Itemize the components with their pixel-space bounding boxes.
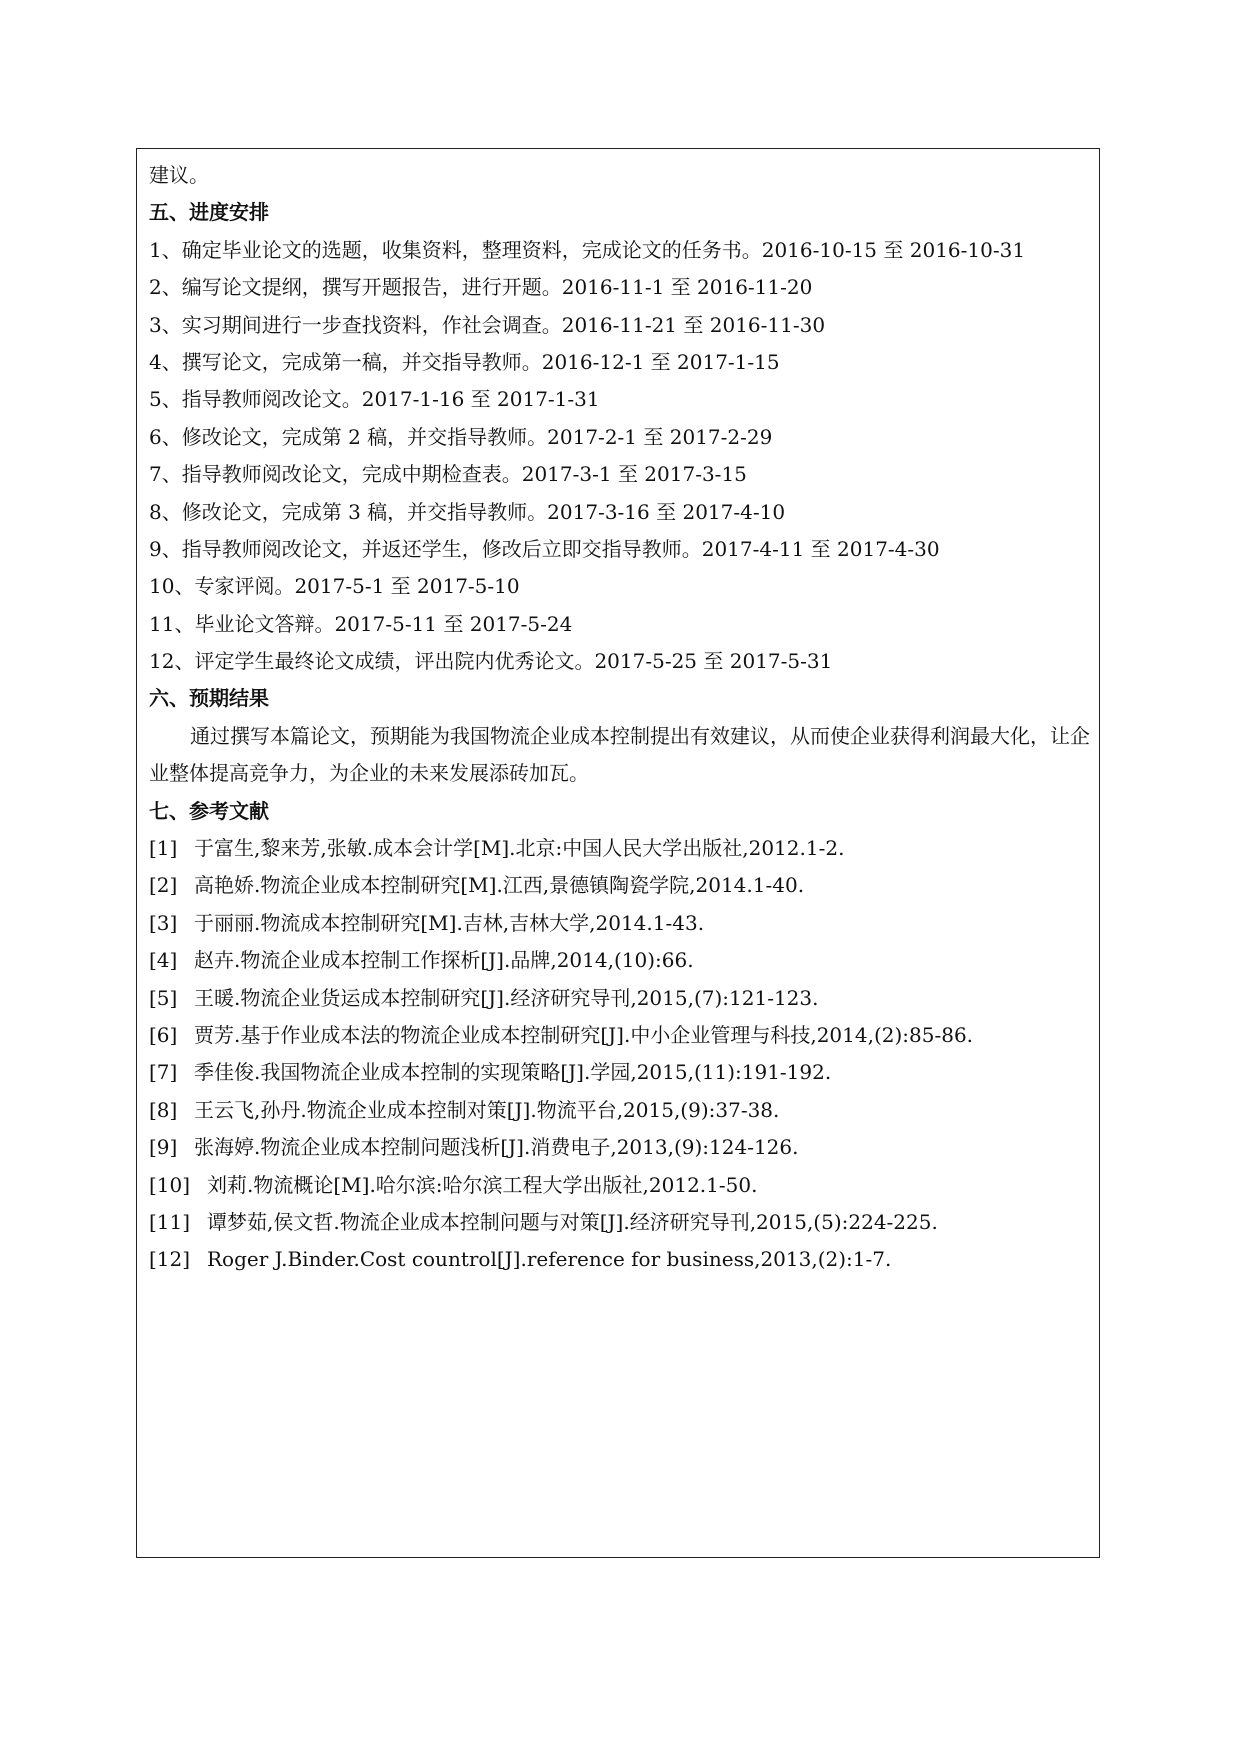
reference-item: [149, 867, 1091, 904]
intro-fragment: 建议。: [149, 163, 209, 187]
reference-text: 王暖.物流企业货运成本控制研究[J].经济研究导刊,2015,(7):121-123.: [194, 985, 819, 1010]
schedule-item: 7、指导教师阅改论文，完成中期检查表。2017-3-1 至 2017-3-15: [149, 462, 747, 487]
reference-item: [149, 942, 1091, 979]
document-frame: [136, 148, 1100, 1558]
reference-number: [10]: [149, 1172, 191, 1197]
references-heading: 七、参考文献: [149, 798, 269, 823]
reference-item: [149, 1054, 1091, 1091]
schedule-heading: 五、进度安排: [149, 200, 269, 225]
schedule-item: 1、确定毕业论文的选题，收集资料，整理资料，完成论文的任务书。2016-10-15 至 2016-10-31: [149, 237, 1026, 262]
reference-number: [9]: [149, 1135, 178, 1160]
schedule-item: 10、专家评阅。2017-5-1 至 2017-5-10: [149, 574, 520, 599]
reference-number: [5]: [149, 985, 178, 1010]
reference-item: [149, 1017, 1091, 1054]
reference-item: [149, 830, 1091, 867]
reference-text: 于丽丽.物流成本控制研究[M].吉林,吉林大学,2014.1-43.: [194, 910, 705, 935]
reference-item: [149, 1204, 1091, 1241]
reference-text: Roger J.Binder.Cost countrol[J].reference for business,2013,(2):1-7.: [207, 1247, 892, 1272]
schedule-list: [149, 232, 1091, 681]
reference-number: [11]: [149, 1209, 191, 1234]
schedule-item: 9、指导教师阅改论文，并返还学生，修改后立即交指导教师。2017-4-11 至 2017-4-30: [149, 536, 940, 561]
reference-number: [6]: [149, 1023, 178, 1048]
schedule-item: 3、实习期间进行一步查找资料，作社会调查。2016-11-21 至 2016-11-30: [149, 312, 826, 337]
reference-text: 王云飞,孙丹.物流企业成本控制对策[J].物流平台,2015,(9):37-38.: [194, 1097, 780, 1122]
schedule-item: 6、修改论文，完成第 2 稿，并交指导教师。2017-2-1 至 2017-2-29: [149, 424, 773, 449]
reference-number: [12]: [149, 1247, 191, 1272]
schedule-item: 11、毕业论文答辩。2017-5-11 至 2017-5-24: [149, 611, 573, 636]
reference-text: 张海婷.物流企业成本控制问题浅析[J].消费电子,2013,(9):124-126.: [194, 1135, 799, 1160]
reference-text: 赵卉.物流企业成本控制工作探析[J].品牌,2014,(10):66.: [194, 948, 694, 973]
document-content: [149, 157, 1091, 1279]
reference-text: 高艳娇.物流企业成本控制研究[M].江西,景德镇陶瓷学院,2014.1-40.: [194, 873, 805, 898]
references-list: [149, 830, 1091, 1279]
reference-text: 季佳俊.我国物流企业成本控制的实现策略[J].学园,2015,(11):191-192.: [194, 1060, 832, 1085]
reference-number: [1]: [149, 836, 178, 861]
reference-number: [2]: [149, 873, 178, 898]
reference-number: [3]: [149, 910, 178, 935]
reference-item: [149, 1129, 1091, 1166]
schedule-item: 2、编写论文提纲，撰写开题报告，进行开题。2016-11-1 至 2016-11-20: [149, 275, 813, 300]
reference-text: 贾芳.基于作业成本法的物流企业成本控制研究[J].中小企业管理与科技,2014,(2):85-86.: [194, 1023, 974, 1048]
reference-item: [149, 980, 1091, 1017]
schedule-item: 12、评定学生最终论文成绩，评出院内优秀论文。2017-5-25 至 2017-5-31: [149, 649, 833, 674]
reference-item: [149, 1167, 1091, 1204]
reference-item: [149, 1241, 1091, 1278]
reference-text: 谭梦茹,侯文哲.物流企业成本控制问题与对策[J].经济研究导刊,2015,(5):224-225.: [207, 1209, 938, 1234]
schedule-item: 5、指导教师阅改论文。2017-1-16 至 2017-1-31: [149, 387, 600, 412]
expected-heading: 六、预期结果: [149, 686, 269, 711]
reference-number: [4]: [149, 948, 178, 973]
schedule-item: 4、撰写论文，完成第一稿，并交指导教师。2016-12-1 至 2017-1-15: [149, 349, 780, 374]
reference-item: [149, 1092, 1091, 1129]
expected-paragraph: 通过撰写本篇论文，预期能为我国物流企业成本控制提出有效建议，从而使企业获得利润最大化，让企业整体提高竞争力，为企业的未来发展添砖加瓦。: [149, 723, 1090, 786]
schedule-item: 8、修改论文，完成第 3 稿，并交指导教师。2017-3-16 至 2017-4-10: [149, 499, 786, 524]
reference-text: 刘莉.物流概论[M].哈尔滨:哈尔滨工程大学出版社,2012.1-50.: [207, 1172, 758, 1197]
reference-number: [7]: [149, 1060, 178, 1085]
reference-text: 于富生,黎来芳,张敏.成本会计学[M].北京:中国人民大学出版社,2012.1-2.: [194, 836, 845, 861]
reference-item: [149, 905, 1091, 942]
reference-number: [8]: [149, 1097, 178, 1122]
